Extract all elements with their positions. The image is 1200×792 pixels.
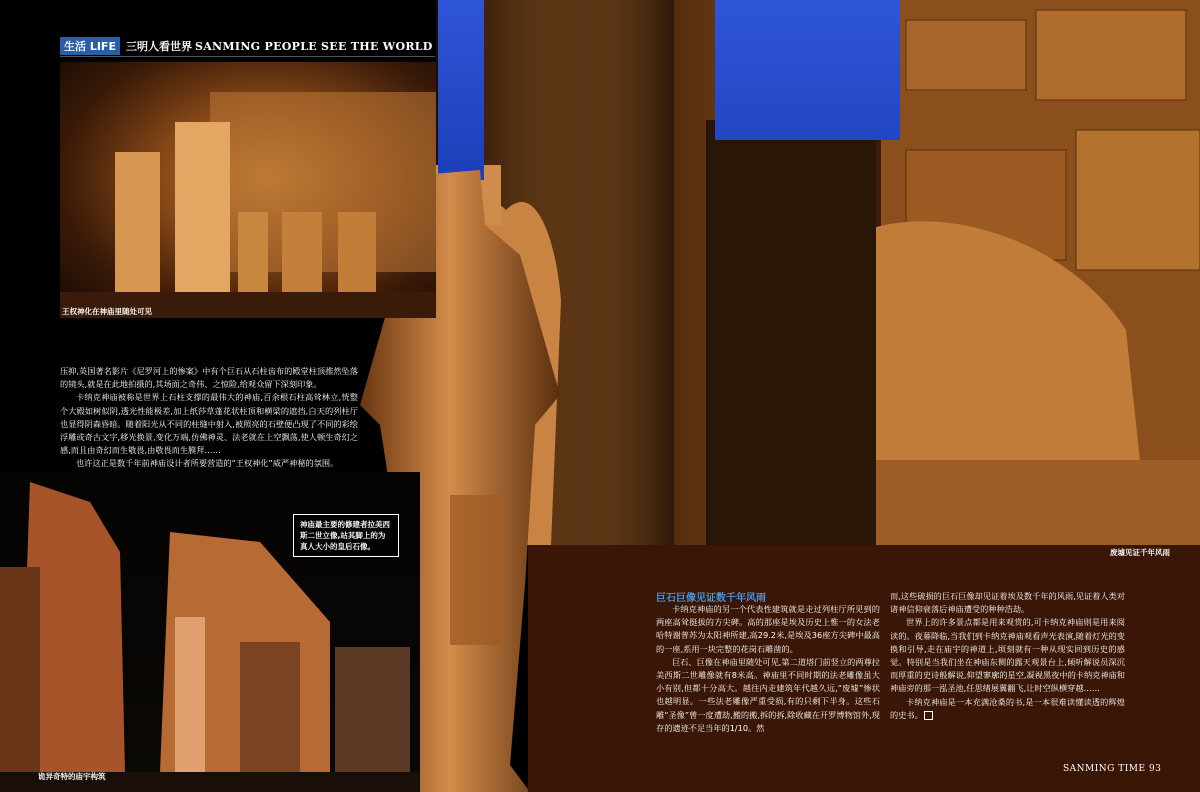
article-column-1 xyxy=(656,603,880,735)
shrine-statues-illustration xyxy=(60,62,436,318)
sky-strip-right xyxy=(715,0,900,140)
article-paragraph: 卡纳克神庙的另一个代表性建筑就是走过列柱厅所见到的两座高耸挺拔的方尖碑。高的那座是埃及历史上惟一的女法老哈特谢普苏为太阳神所建,高29.2米,是埃及36座方尖碑中最高的一座,系用一块完整的花岗石雕凿的。 xyxy=(656,604,880,654)
section-title-en: SANMING PEOPLE SEE THE WORLD xyxy=(194,39,433,53)
sky-strip-left xyxy=(438,0,484,180)
article-column-2 xyxy=(890,590,1125,722)
intro-paragraph: 也许这正是数千年前神庙设计者所要营造的“王权神化”威严神秘的氛围。 xyxy=(76,458,339,469)
end-mark-icon xyxy=(924,711,933,720)
article-subhead: 巨石巨像见证数千年风雨 xyxy=(656,593,766,604)
main-photo-caption: 废墟见证千年风雨 xyxy=(1110,548,1170,557)
ruins-caption: 诡异奇特的庙宇构筑 xyxy=(38,772,106,781)
section-header xyxy=(60,37,433,55)
article-paragraph: 世界上的许多景点都是用来观赏的,可卡纳克神庙则是用来阅读的。夜幕降临,当我们到卡纳克神庙观看声光表演,随着灯光的变换和引导,走在庙宇的神道上,顷刻就有一种从现实回到历史的感觉。特别是当我们坐在神庙东侧的露天观景台上,倾听解说员深沉而厚重的史诗般解说,仰望寥廓的星空,凝视黑夜中的卡纳克神庙和神庙旁的那一泓圣池,任思绪展翼翻飞,让时空纵横穿越…… xyxy=(890,617,1125,694)
shrine-caption: 王权神化在神庙里随处可见 xyxy=(62,307,152,316)
statue-callout: 神庙最主要的修建者拉美西斯二世立像,站其脚上的为真人大小的皇后石像。 xyxy=(293,514,399,557)
article-paragraph: 巨石、巨像在神庙里随处可见,第二道塔门前竖立的两尊拉美西斯二世雕像就有8米高。神庙里不同时期的法老雕像虽大小有别,但都十分高大。越往内走建筑年代越久远,“废墟”惨状也越明显。一些法老雕像严重受损,有的只剩下半身。这些石雕“圣像”曾一度遭劫,搬的搬,拆的拆,除收藏在开罗博物馆外,现存的遗迹不足当年的1/10。然 xyxy=(656,656,880,733)
section-tag: 生活 LIFE xyxy=(60,37,120,55)
section-title: 三明人看世界 xyxy=(125,40,192,53)
intro-paragraph: 压抑,英国著名影片《尼罗河上的惨案》中有个巨石从石柱齿布的殿堂柱顶推然坠落的镜头,就是在此地拍摄的,其场面之奇伟、之惊险,给观众留下深刻印象。 xyxy=(60,366,358,390)
page-footer: SANMING TIME 93 xyxy=(1063,764,1162,774)
article-paragraph: 而,这些破损的巨石巨像却见证着埃及数千年的风雨,见证着人类对诸神信仰衰落后神庙遭受的种种浩劫。 xyxy=(890,591,1125,615)
intro-text xyxy=(60,365,358,471)
shrine-photo xyxy=(60,62,436,318)
closing-sentence: 卡纳克神庙是一本充满沧桑的书,是一本很难读懂读透的辉煌的史书。 xyxy=(890,696,1125,720)
article-paragraph xyxy=(890,696,1125,722)
header-divider xyxy=(60,56,435,57)
intro-paragraph: 卡纳克神庙被称是世界上石柱支撑的最伟大的神庙,百余根石柱高耸林立,恍整个大殿如树似阴,透光性能极差,加上纸莎草蓬花状柱顶和横梁的遮挡,白天的列柱厅也显得阴森昏暗。随着阳光从不同的柱缝中射入,被照亮的石壁便凸现了不同的彩绘浮雕或奇古文字,移光换景,变化万端,仿佛神灵、法老就在上空飘荡,使人顿生奇幻之感,而且由奇幻而生敬畏,由敬畏而生膜拜…… xyxy=(60,392,358,456)
